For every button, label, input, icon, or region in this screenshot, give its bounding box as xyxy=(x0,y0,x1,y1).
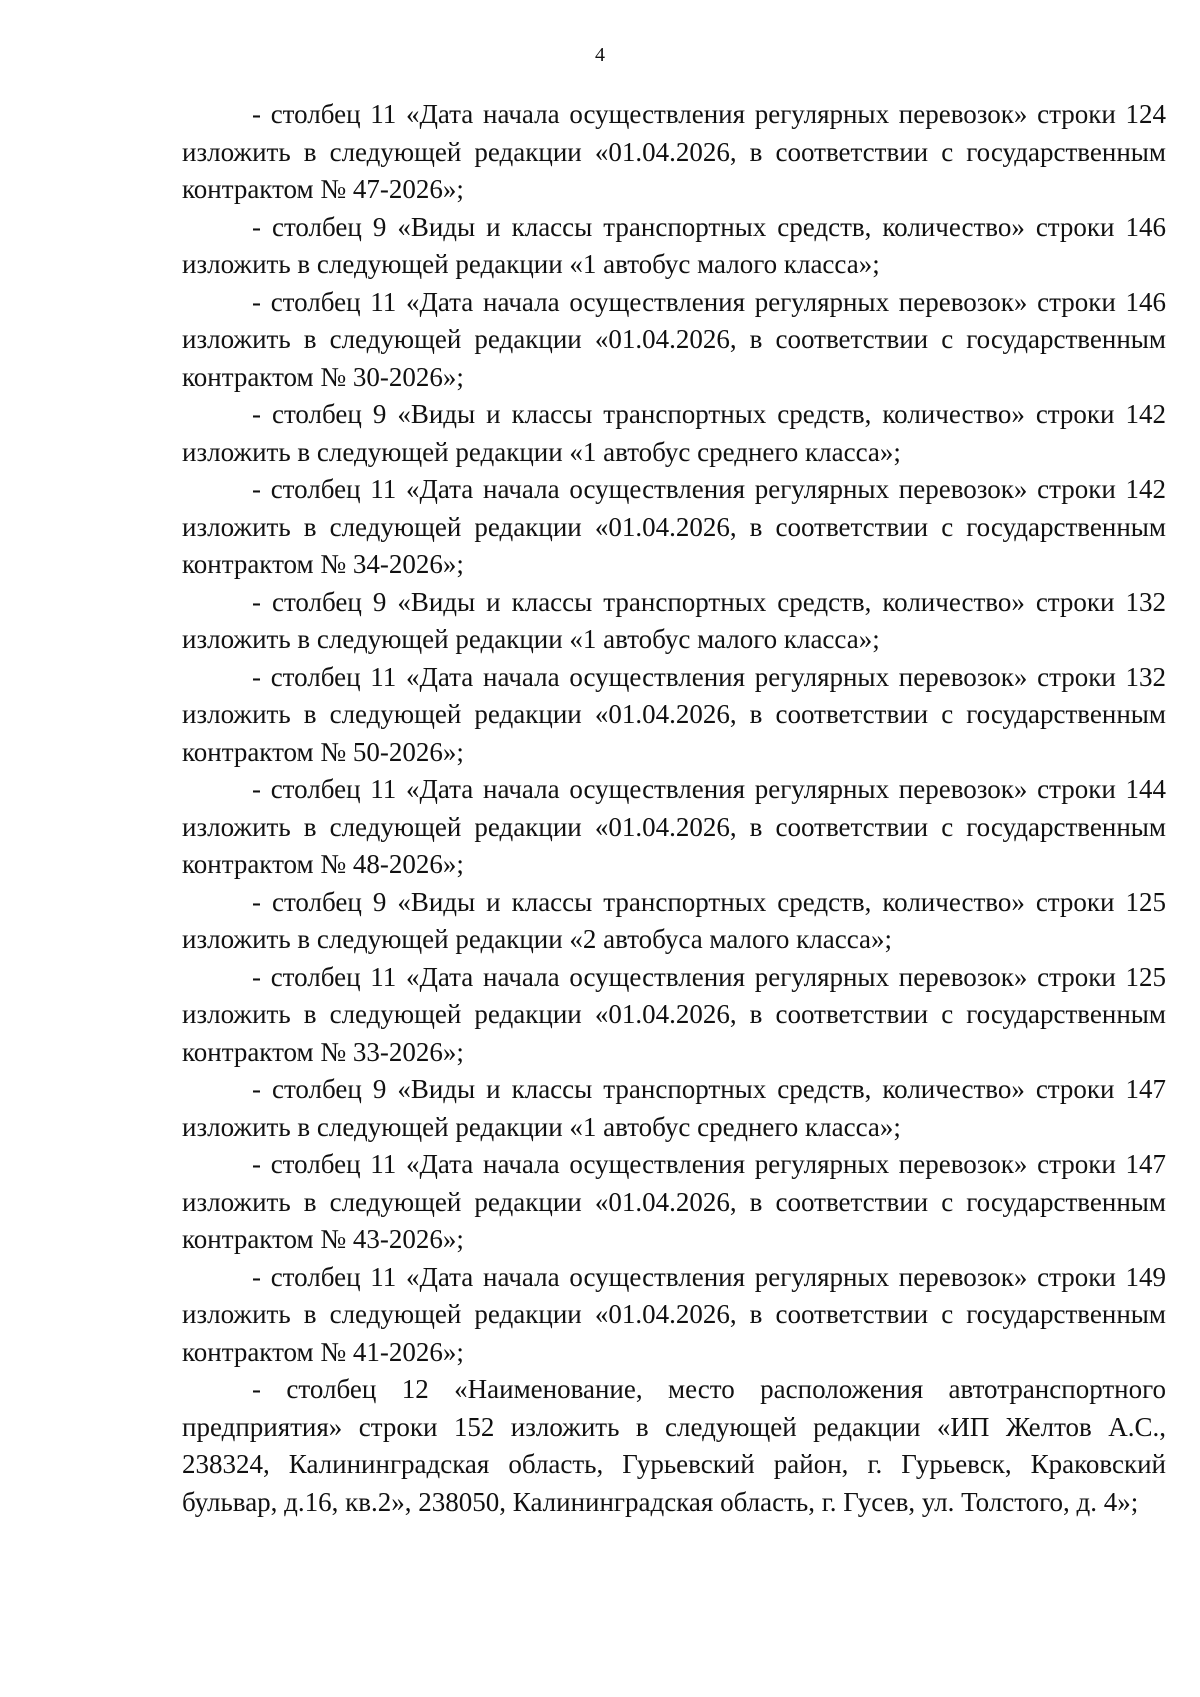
document-body xyxy=(182,96,1166,1521)
amendment-paragraph: - столбец 9 «Виды и классы транспортных средств, количество» строки 132 изложить в следующей редакции «1 автобус малого класса»; xyxy=(182,586,1166,654)
amendment-paragraph: - столбец 11 «Дата начала осуществления регулярных перевозок» строки 149 изложить в следующей редакции «01.04.2026, в соответствии с государственным контрактом № 41-2026»; xyxy=(182,1261,1166,1367)
amendment-paragraph: - столбец 11 «Дата начала осуществления регулярных перевозок» строки 146 изложить в следующей редакции «01.04.2026, в соответствии с государственным контрактом № 30-2026»; xyxy=(182,286,1166,392)
amendment-paragraph: - столбец 11 «Дата начала осуществления регулярных перевозок» строки 144 изложить в следующей редакции «01.04.2026, в соответствии с государственным контрактом № 48-2026»; xyxy=(182,774,1166,879)
amendment-paragraph: - столбец 11 «Дата начала осуществления регулярных перевозок» строки 142 изложить в следующей редакции «01.04.2026, в соответствии с государственным контрактом № 34-2026»; xyxy=(182,474,1166,579)
amendment-paragraph: - столбец 9 «Виды и классы транспортных средств, количество» строки 147 изложить в следующей редакции «1 автобус среднего класса»; xyxy=(182,1074,1166,1142)
amendment-paragraph: - столбец 11 «Дата начала осуществления регулярных перевозок» строки 132 изложить в следующей редакции «01.04.2026, в соответствии с государственным контрактом № 50-2026»; xyxy=(182,661,1166,767)
amendment-paragraph: - столбец 11 «Дата начала осуществления регулярных перевозок» строки 147 изложить в следующей редакции «01.04.2026, в соответствии с государственным контрактом № 43-2026»; xyxy=(182,1149,1166,1254)
amendment-paragraph: - столбец 12 «Наименование, место расположения автотранспортного предприятия» строки 152 изложить в следующей редакции «ИП Желтов А.С., 238324, Калининградская область, Гурьевский район, г. Гурьевск, Краковский бульвар, д.16, кв.2», 238050, Калининградская область, г. Гусев, ул. Толстого, д. 4»; xyxy=(182,1374,1166,1517)
amendment-paragraph: - столбец 11 «Дата начала осуществления регулярных перевозок» строки 125 изложить в следующей редакции «01.04.2026, в соответствии с государственным контрактом № 33-2026»; xyxy=(182,961,1166,1067)
amendment-paragraph: - столбец 9 «Виды и классы транспортных средств, количество» строки 146 изложить в следующей редакции «1 автобус малого класса»; xyxy=(182,211,1166,279)
amendment-paragraph: - столбец 9 «Виды и классы транспортных средств, количество» строки 125 изложить в следующей редакции «2 автобуса малого класса»; xyxy=(182,886,1166,954)
amendment-paragraph: - столбец 11 «Дата начала осуществления регулярных перевозок» строки 124 изложить в следующей редакции «01.04.2026, в соответствии с государственным контрактом № 47-2026»; xyxy=(182,99,1166,204)
page-number: 4 xyxy=(595,44,605,66)
amendment-paragraph: - столбец 9 «Виды и классы транспортных средств, количество» строки 142 изложить в следующей редакции «1 автобус среднего класса»; xyxy=(182,399,1166,467)
